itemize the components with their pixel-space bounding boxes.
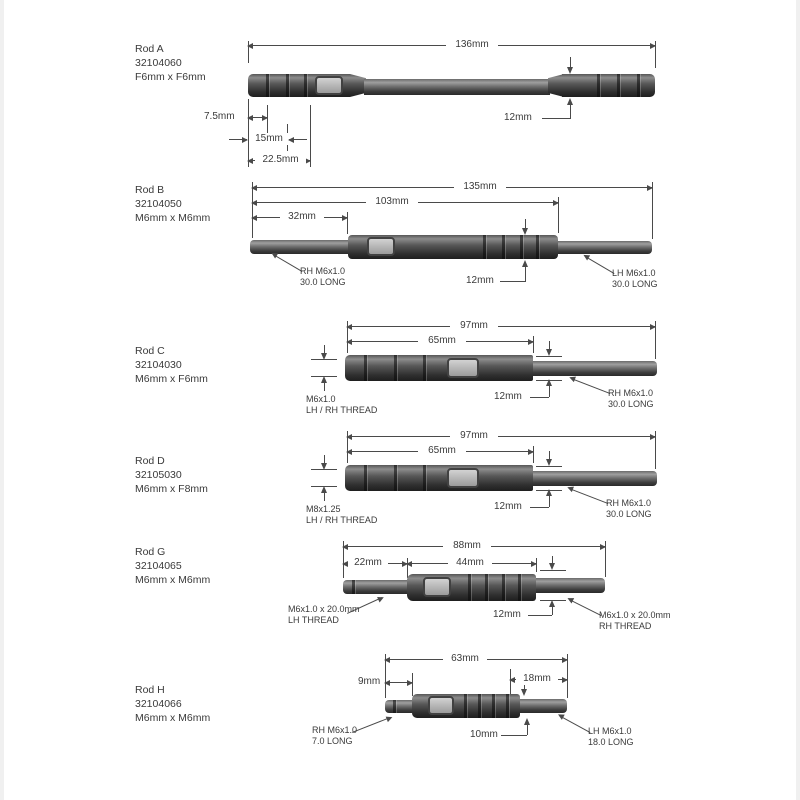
rod-b-right-shaft	[558, 241, 652, 254]
diameter-arrow-down	[525, 219, 526, 229]
rod-c-overall-dim: 97mm	[450, 320, 498, 332]
rod-d-left-callout	[306, 504, 377, 526]
groove	[536, 235, 539, 259]
groove	[423, 465, 426, 491]
extension-line	[510, 669, 511, 695]
rod-a-end-spec: F6mm x F6mm	[135, 71, 206, 83]
callout-line1: RH M6x1.0	[312, 725, 358, 735]
rod-g-detail-window	[423, 577, 451, 597]
groove	[483, 235, 486, 259]
extension-line	[252, 182, 253, 238]
diameter-arrow-down	[324, 455, 325, 464]
callout-connector	[500, 281, 526, 282]
rod-d-end-spec: M6mm x F8mm	[135, 483, 208, 495]
callout-line1: RH M6x1.0	[606, 498, 652, 508]
groove	[506, 694, 509, 718]
leader-line	[571, 378, 611, 394]
rod-h-overall-dim: 63mm	[443, 653, 487, 665]
rod-d-body-dim: 65mm	[418, 445, 466, 457]
leader-line	[559, 715, 590, 733]
rod-g-body-dim: 44mm	[448, 557, 492, 569]
rod-a-seg2-dim: 15mm	[250, 133, 288, 145]
rod-a-right-section	[562, 74, 655, 97]
extension-line	[652, 182, 653, 239]
leader-line	[569, 599, 602, 616]
groove	[520, 235, 523, 259]
diameter-arrow-up	[549, 495, 550, 507]
rod-c-right-shaft	[533, 361, 657, 376]
groove	[518, 574, 521, 601]
callout-line2: 7.0 LONG	[312, 736, 353, 746]
groove	[597, 74, 600, 97]
callout-connector	[542, 118, 571, 119]
extension-line	[655, 431, 656, 469]
leader-line	[569, 488, 609, 504]
diameter-arrow-up	[525, 266, 526, 281]
rod-c-title: Rod C	[135, 345, 165, 357]
extension-line	[347, 212, 348, 234]
groove	[266, 74, 269, 97]
rod-g-right-callout	[599, 610, 671, 632]
rod-b-dia-dim: 12mm	[466, 275, 494, 286]
diameter-arrow-down	[324, 345, 325, 354]
groove	[637, 74, 640, 97]
rod-a-seg1-dim-line	[248, 117, 267, 118]
callout-line1: M8x1.25	[306, 504, 341, 514]
rod-g-label	[135, 545, 210, 587]
rod-b-overall-dim: 135mm	[454, 181, 506, 193]
left-edge-band	[0, 0, 4, 800]
diameter-arrow-up	[324, 382, 325, 391]
rod-c-part-number: 32104030	[135, 359, 182, 371]
extension-line	[347, 321, 348, 353]
groove	[364, 355, 367, 381]
groove	[394, 465, 397, 491]
rod-g-part-number: 32104065	[135, 560, 182, 572]
rod-b-end-spec: M6mm x M6mm	[135, 212, 211, 224]
rod-d-right-shaft	[533, 471, 657, 486]
diameter-arrow-up	[570, 104, 571, 118]
rod-a-dia-dim: 12mm	[504, 112, 532, 123]
callout-line2: LH / RH THREAD	[306, 515, 378, 525]
diameter-arrow-up	[527, 724, 528, 735]
outside-arrow	[289, 139, 307, 140]
rod-b-left-dim: 32mm	[280, 211, 324, 223]
rod-h-right-shaft	[520, 699, 567, 713]
rod-c-label	[135, 344, 208, 386]
rod-g-left-callout	[288, 604, 360, 626]
callout-line2: RH THREAD	[599, 621, 652, 631]
rod-h-right-callout	[588, 726, 634, 748]
rod-d-body	[345, 465, 533, 491]
rod-d-title: Rod D	[135, 455, 165, 467]
rod-d-right-callout	[606, 498, 652, 520]
callout-line2: 30.0 LONG	[300, 277, 346, 287]
rod-b-left-shaft	[250, 240, 350, 254]
rod-g-end-spec: M6mm x M6mm	[135, 574, 211, 586]
rod-a-part-number: 32104060	[135, 57, 182, 69]
rod-b-title: Rod B	[135, 184, 165, 196]
groove	[304, 74, 307, 97]
extension-line	[567, 654, 568, 698]
rod-h-detail-window	[428, 696, 454, 715]
groove	[394, 355, 397, 381]
rod-g-right-shaft	[536, 578, 605, 593]
rod-h-left-stub	[385, 700, 412, 713]
groove	[617, 74, 620, 97]
callout-connector	[528, 615, 552, 616]
callout-line2: 30.0 LONG	[608, 399, 654, 409]
callout-line2: 18.0 LONG	[588, 737, 634, 747]
rod-g-dia-dim: 12mm	[493, 609, 521, 620]
groove	[352, 580, 355, 594]
rod-g-left-dim: 22mm	[348, 557, 388, 569]
groove	[364, 465, 367, 491]
rod-h-left-callout	[312, 725, 357, 747]
diameter-arrow-down	[549, 451, 550, 460]
rod-a-center-shaft	[364, 79, 550, 95]
callout-connector	[530, 507, 549, 508]
diameter-arrow-down	[570, 57, 571, 68]
rod-a-seg3-dim: 22.5mm	[255, 154, 306, 166]
diameter-tick	[540, 570, 566, 571]
rod-c-end-spec: M6mm x F6mm	[135, 373, 208, 385]
callout-line1: LH M6x1.0	[588, 726, 632, 736]
rod-d-detail-window	[447, 468, 479, 488]
extension-line	[558, 197, 559, 233]
rod-h-end-spec: M6mm x M6mm	[135, 712, 211, 724]
extension-line	[655, 321, 656, 359]
extension-line	[412, 673, 413, 696]
rod-c-overall-dim-line	[347, 326, 655, 327]
callout-line2: LH / RH THREAD	[306, 405, 378, 415]
groove	[502, 574, 505, 601]
diameter-tick	[536, 356, 562, 357]
rod-a-detail-window	[315, 76, 343, 95]
leader-line	[273, 254, 303, 272]
leader-line	[585, 256, 615, 274]
rod-b-label	[135, 183, 210, 225]
callout-line1: M6x1.0	[306, 394, 336, 404]
callout-line2: 30.0 LONG	[606, 509, 652, 519]
diameter-arrow-up	[552, 606, 553, 615]
rod-c-right-callout	[608, 388, 654, 410]
extension-line	[533, 446, 534, 463]
extension-line	[605, 541, 606, 577]
rod-d-part-number: 32105030	[135, 469, 182, 481]
groove	[423, 355, 426, 381]
rod-d-label	[135, 454, 208, 496]
extension-line	[248, 41, 249, 63]
rod-d-overall-dim: 97mm	[450, 430, 498, 442]
callout-line1: M6x1.0 x 20.0mm	[288, 604, 360, 614]
rod-a-title: Rod A	[135, 43, 164, 55]
rod-h-left-dim-line	[385, 682, 412, 683]
callout-line1: RH M6x1.0	[300, 266, 346, 276]
rod-a-overall-dim: 136mm	[446, 39, 498, 51]
callout-line1: M6x1.0 x 20.0mm	[599, 610, 671, 620]
rod-b-overall-dim-line	[252, 187, 652, 188]
rod-c-dia-dim: 12mm	[494, 391, 522, 402]
rod-b-inner-dim: 103mm	[366, 196, 418, 208]
extension-line	[347, 431, 348, 463]
rod-g-title: Rod G	[135, 546, 166, 558]
diameter-arrow-down	[549, 341, 550, 350]
groove	[485, 574, 488, 601]
callout-line1: RH M6x1.0	[608, 388, 654, 398]
groove	[478, 694, 481, 718]
callout-connector	[530, 397, 549, 398]
groove	[468, 574, 471, 601]
leader-line	[352, 717, 391, 733]
extension-line	[536, 558, 537, 572]
groove	[464, 694, 467, 718]
rod-b-right-callout	[612, 268, 658, 290]
extension-line	[385, 654, 386, 698]
extension-line	[655, 41, 656, 68]
rod-h-title: Rod H	[135, 684, 165, 696]
diameter-arrow-up	[324, 492, 325, 501]
groove	[393, 700, 396, 713]
rod-d-overall-dim-line	[347, 436, 655, 437]
rod-h-part-number: 32104066	[135, 698, 182, 710]
diameter-arrow-down	[552, 556, 553, 564]
rod-b-part-number: 32104050	[135, 198, 182, 210]
groove	[286, 74, 289, 97]
groove	[502, 235, 505, 259]
rod-c-body	[345, 355, 533, 381]
right-edge-band	[796, 0, 800, 800]
rod-g-overall-dim: 88mm	[443, 540, 491, 552]
outside-arrow	[229, 139, 247, 140]
rod-c-detail-window	[447, 358, 479, 378]
extension-line	[533, 336, 534, 353]
rod-h-left-dim: 9mm	[358, 676, 381, 687]
rod-h-label	[135, 683, 210, 725]
callout-line2: LH THREAD	[288, 615, 339, 625]
rod-h-right-dim: 18mm	[516, 673, 558, 685]
rod-a-seg1-dim: 7.5mm	[204, 111, 235, 122]
extension-line	[248, 99, 249, 167]
callout-connector	[501, 735, 527, 736]
rod-d-dia-dim: 12mm	[494, 501, 522, 512]
diameter-arrow-up	[549, 385, 550, 397]
rod-b-detail-window	[367, 237, 395, 256]
rod-b-left-callout	[300, 266, 346, 288]
rod-a-label	[135, 42, 206, 84]
rod-h-dia-dim: 10mm	[470, 729, 498, 740]
rod-c-left-callout	[306, 394, 377, 416]
rod-c-body-dim: 65mm	[418, 335, 466, 347]
extension-line	[343, 541, 344, 578]
groove	[492, 694, 495, 718]
diameter-tick	[536, 466, 562, 467]
callout-line2: 30.0 LONG	[612, 279, 658, 289]
callout-line1: LH M6x1.0	[612, 268, 656, 278]
